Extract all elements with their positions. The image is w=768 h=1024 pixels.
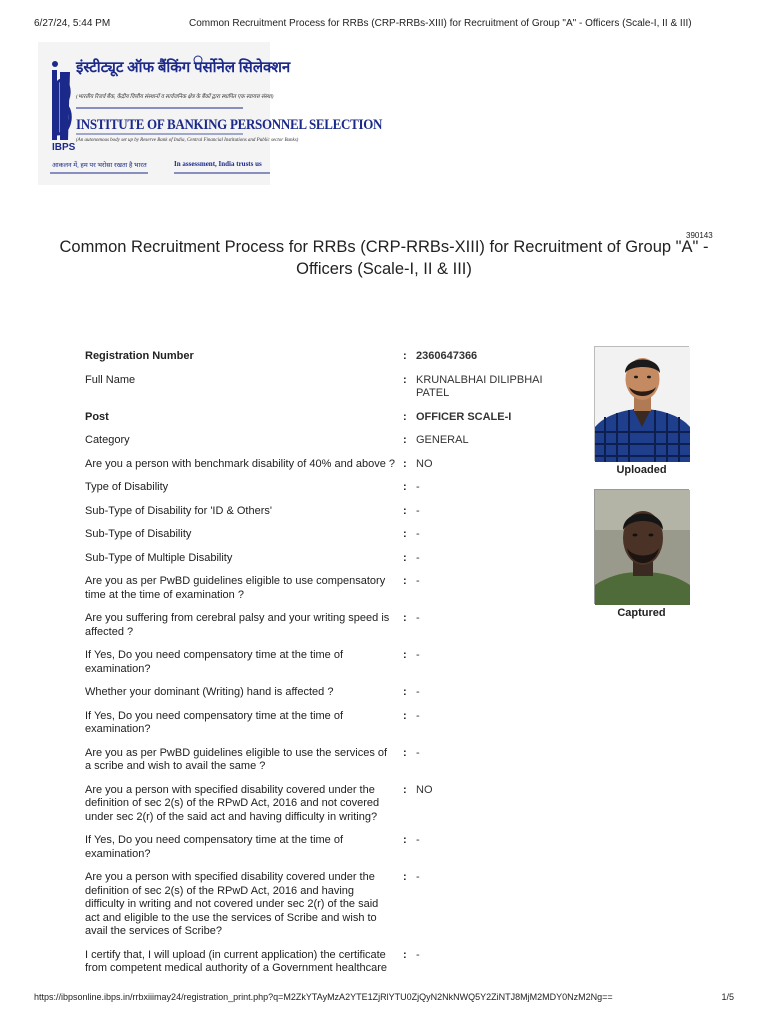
table-row [85, 552, 575, 566]
registration-details-table [85, 350, 575, 986]
field-separator: : [403, 350, 407, 362]
logo-tagline-hindi: आकलन में, हम पर भरोसा रखता है भारत [52, 162, 147, 169]
field-separator: : [403, 481, 407, 493]
logo-english-name: INSTITUTE OF BANKING PERSONNEL SELECTION [76, 115, 383, 133]
field-separator: : [403, 575, 407, 587]
field-label: Whether your dominant (Writing) hand is affected ? [85, 686, 334, 698]
field-value: 2360647366 [416, 350, 478, 362]
table-row [85, 871, 575, 939]
uploaded-photo [594, 346, 689, 461]
captured-photo-caption: Captured [617, 607, 666, 619]
field-separator: : [403, 373, 407, 386]
table-row [85, 686, 575, 700]
reference-code: 390143 [686, 231, 713, 240]
field-separator: : [403, 410, 407, 423]
field-label: Post [85, 410, 109, 423]
captured-photo [594, 489, 689, 604]
field-value: - [416, 649, 420, 661]
field-separator: : [403, 649, 407, 661]
field-value: - [416, 551, 420, 564]
page-title: Common Recruitment Process for RRBs (CRP-RRBs-XIII) for Recruitment of Group "A" - Officers (Scale-I, II & III) [59, 238, 709, 278]
field-value: - [416, 871, 420, 883]
field-label: Registration Number [85, 350, 194, 362]
field-label: Sub-Type of Disability for 'ID & Others' [85, 504, 272, 517]
print-url: https://ibpsonline.ibps.in/rrbxiiimay24/registration_print.php?q=M2ZkYTAyMzA2YTE1ZjRlYTU0ZjQyN2NkNWQ5Y2ZiNTJ8MjM2MDY0NzM2Ng== [34, 992, 613, 1002]
field-label: If Yes, Do you need compensatory time at the time of examination? [85, 649, 344, 675]
field-separator: : [403, 834, 407, 846]
table-row [85, 411, 575, 425]
table-row [85, 575, 575, 602]
table-row [85, 949, 575, 976]
field-label: If Yes, Do you need compensatory time at the time of examination? [85, 834, 344, 860]
field-separator: : [403, 612, 407, 624]
table-row [85, 747, 575, 774]
print-title: Common Recruitment Process for RRBs (CRP-RRBs-XIII) for Recruitment of Group "A" - Officers (Scale-I, II & III) [189, 18, 692, 29]
captured-photo-block [594, 489, 689, 619]
table-row [85, 834, 575, 861]
field-separator: : [403, 528, 407, 540]
field-label: If Yes, Do you need compensatory time at the time of examination? [85, 709, 344, 735]
field-label: Are you suffering from cerebral palsy and your writing speed is affected ? [85, 612, 390, 638]
field-label: Are you a person with specified disability covered under the definition of sec 2(s) of the RPwD Act, 2016 and having difficulty in writing and not covered under sec 2(r) of the said act and eligible to the use the services of Scribe and wish to avail the services of Scribe? [85, 871, 379, 937]
field-separator: : [403, 551, 407, 564]
field-value: OFFICER SCALE-I [416, 410, 512, 423]
field-label: I certify that, I will upload (in current application) the certificate from competent medical authority of a Government healthcare [85, 948, 388, 974]
table-row [85, 458, 575, 472]
field-label: Are you a person with specified disability covered under the definition of sec 2(s) of the RPwD Act, 2016 and not covered under sec 2(r) of the said act and having difficulty in writing? [85, 783, 380, 823]
person-photo-icon [595, 490, 690, 605]
field-label: Sub-Type of Multiple Disability [85, 551, 233, 564]
field-label: Type of Disability [85, 481, 169, 493]
uploaded-photo-block [594, 346, 689, 476]
field-separator: : [403, 948, 407, 961]
logo-hindi-subtitle: (भारतीय रिजर्व बैंक, केंद्रीय वित्तीय संस्थानों व सार्वजनिक क्षेत्र के बैंकों द्वारा स्थापित एक स्वायत्त संस्था) [76, 94, 274, 100]
ibps-logo [38, 42, 383, 185]
field-label: Sub-Type of Disability [85, 528, 192, 540]
table-row [85, 528, 575, 542]
field-separator: : [403, 709, 407, 722]
field-value: NO [416, 457, 433, 470]
field-label: Full Name [85, 373, 136, 386]
field-separator: : [403, 871, 407, 883]
field-value: KRUNALBHAI DILIPBHAI PATEL [416, 373, 543, 399]
field-separator: : [403, 457, 407, 470]
table-row [85, 434, 575, 448]
table-row [85, 505, 575, 519]
field-value: - [416, 686, 420, 698]
field-value: - [416, 612, 420, 624]
person-photo-icon [595, 347, 690, 462]
table-row [85, 649, 575, 676]
field-value: NO [416, 783, 433, 796]
field-value: - [416, 746, 420, 759]
field-value: - [416, 834, 420, 846]
table-row [85, 481, 575, 495]
field-separator: : [403, 746, 407, 759]
field-value: - [416, 948, 420, 961]
field-separator: : [403, 504, 407, 517]
field-label: Category [85, 434, 130, 446]
page-number: 1/5 [721, 992, 734, 1002]
field-label: Are you as per PwBD guidelines eligible to use the services of a scribe and wish to avail the same ? [85, 746, 388, 772]
logo-acronym: IBPS [52, 142, 76, 153]
field-separator: : [403, 686, 407, 698]
field-label: Are you as per PwBD guidelines eligible to use compensatory time at the time of examination ? [85, 575, 386, 601]
print-datetime: 6/27/24, 5:44 PM [34, 18, 111, 29]
field-separator: : [403, 434, 407, 446]
field-value: - [416, 575, 420, 587]
table-row [85, 374, 575, 401]
table-row [85, 784, 575, 825]
logo-tagline-english: In assessment, India trusts us [174, 160, 262, 168]
table-row [85, 710, 575, 737]
field-value: - [416, 528, 420, 540]
field-value: - [416, 481, 420, 493]
logo-english-subtitle: (An autonomous body set up by Reserve Bank of India, Central Financial Institutions and Public sector Banks) [76, 138, 299, 143]
table-row [85, 612, 575, 639]
field-value: GENERAL [416, 434, 469, 446]
field-value: - [416, 504, 420, 517]
field-value: - [416, 709, 420, 722]
logo-hindi-name: इंस्टीट्यूट ऑफ बैंकिंग पर्सोनेल सिलेक्शन [76, 60, 291, 76]
field-separator: : [403, 783, 407, 796]
table-row [85, 350, 575, 364]
field-label: Are you a person with benchmark disability of 40% and above ? [85, 457, 396, 470]
uploaded-photo-caption: Uploaded [616, 464, 667, 476]
